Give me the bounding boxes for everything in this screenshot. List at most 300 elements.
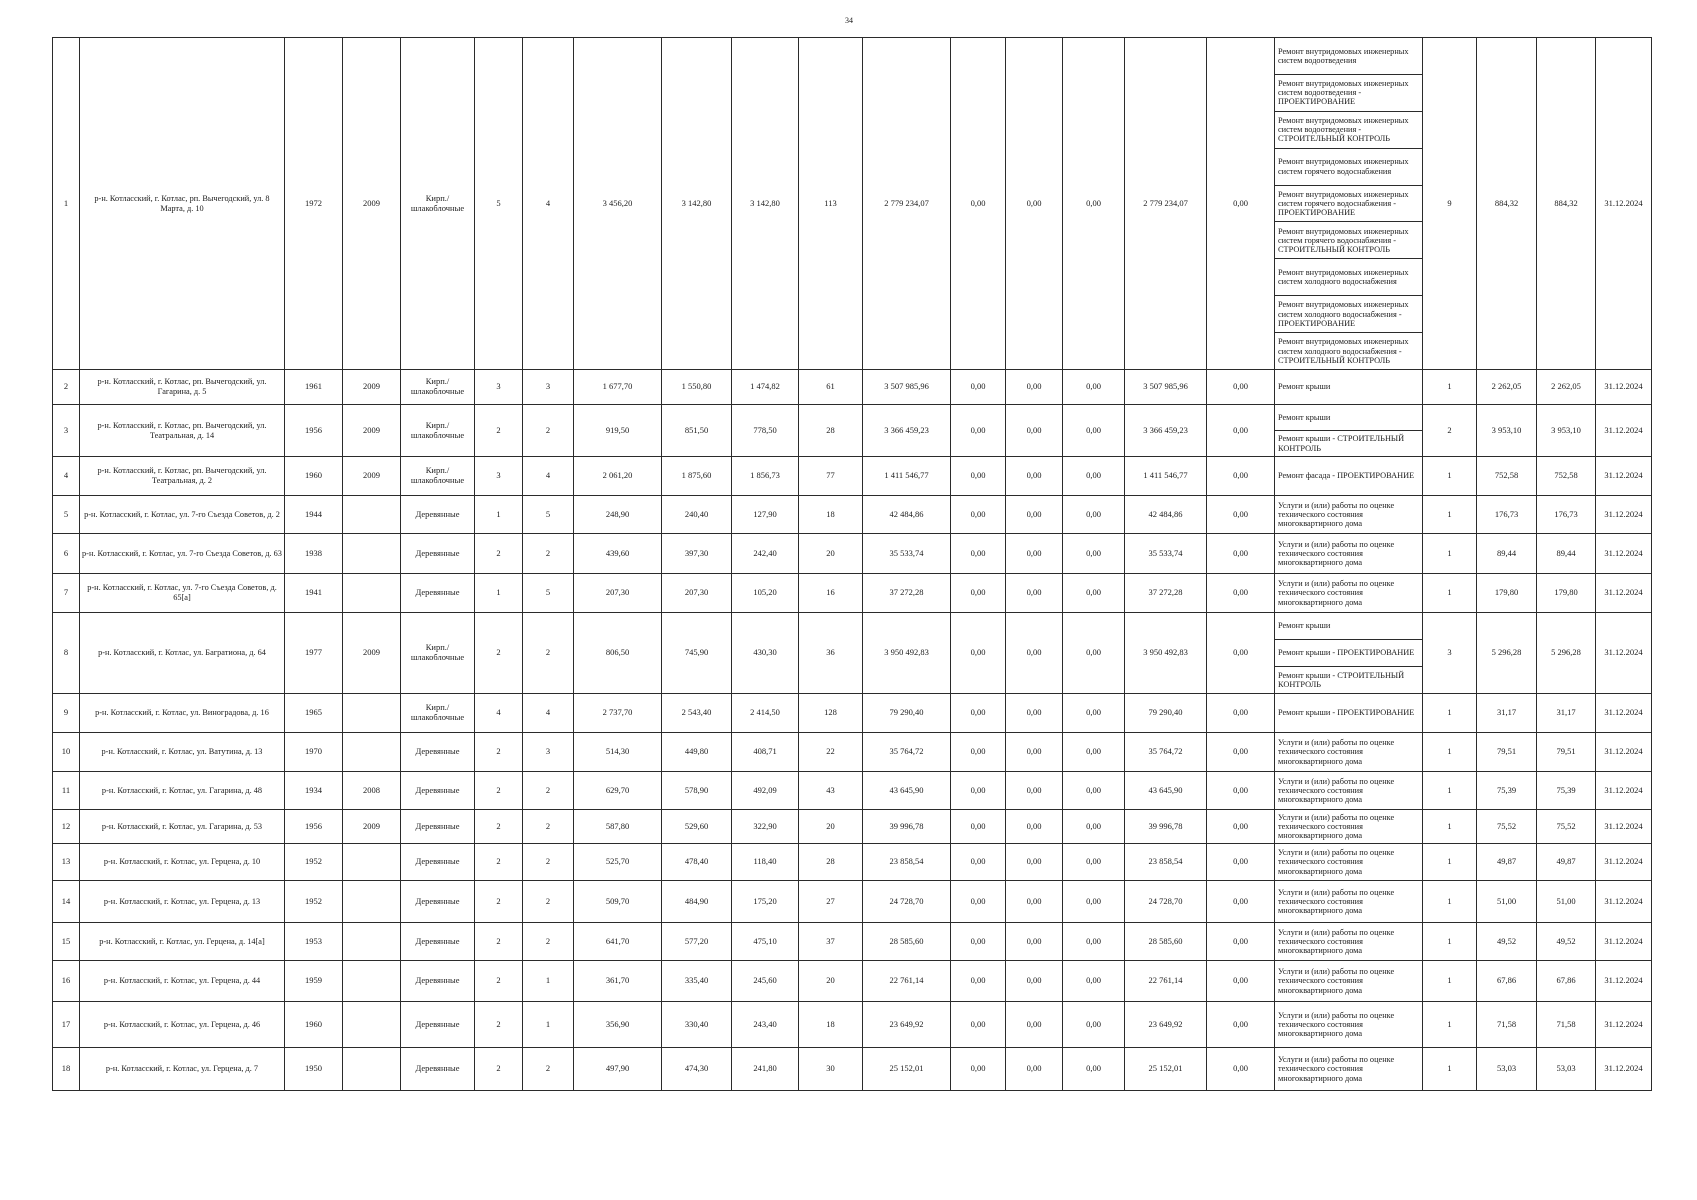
living-area-cell: 397,30 <box>662 534 732 574</box>
unit-cost-cell: 179,80 <box>1477 574 1537 613</box>
year-repair-cell: 2009 <box>343 370 401 405</box>
wall-material-cell: Деревянные <box>401 733 475 772</box>
work-types-cell <box>1275 772 1423 810</box>
work-types-list <box>1275 534 1422 573</box>
owners-funds-cell: 35 764,72 <box>1125 733 1207 772</box>
total-area-cell: 248,90 <box>574 496 662 534</box>
capital-repair-table <box>52 37 1652 1091</box>
deadline-cell: 31.12.2024 <box>1596 923 1652 961</box>
total-area-cell: 497,90 <box>574 1048 662 1091</box>
wall-material-cell: Деревянные <box>401 961 475 1002</box>
total-area-cell: 361,70 <box>574 961 662 1002</box>
work-type-item: Услуги и (или) работы по оценке технического состояния многоквартирного дома <box>1278 967 1395 995</box>
wall-material-cell: Деревянные <box>401 810 475 844</box>
fund-cell: 0,00 <box>951 733 1006 772</box>
year-repair-cell: 2009 <box>343 810 401 844</box>
floors-cell: 3 <box>475 370 523 405</box>
residents-cell: 30 <box>799 1048 863 1091</box>
wall-material-cell: Кирп./шлакоблочные <box>401 405 475 457</box>
floors-cell: 2 <box>475 923 523 961</box>
residential-area-cell: 322,90 <box>732 810 799 844</box>
deadline-cell: 31.12.2024 <box>1596 405 1652 457</box>
work-type-item: Ремонт крыши <box>1275 405 1422 431</box>
residential-area-cell: 175,20 <box>732 881 799 923</box>
floors-cell: 2 <box>475 1048 523 1091</box>
floors-cell: 2 <box>475 772 523 810</box>
address-cell: р-н. Котласский, г. Котлас, ул. Гагарина, д. 53 <box>80 810 285 844</box>
work-type-item: Ремонт внутридомовых инженерных систем водоотведения - ПРОЕКТИРОВАНИЕ <box>1275 75 1422 112</box>
total-cost-cell: 43 645,90 <box>863 772 951 810</box>
wall-material-cell: Деревянные <box>401 1002 475 1048</box>
unit-cost-cell: 53,03 <box>1477 1048 1537 1091</box>
fund-cell: 0,00 <box>951 923 1006 961</box>
other-funds-cell: 0,00 <box>1207 733 1275 772</box>
local-budget-cell: 0,00 <box>1063 405 1125 457</box>
total-area-cell: 439,60 <box>574 534 662 574</box>
residential-area-cell: 3 142,80 <box>732 38 799 370</box>
total-cost-cell: 2 779 234,07 <box>863 38 951 370</box>
year-built-cell: 1952 <box>285 881 343 923</box>
year-built-cell: 1938 <box>285 534 343 574</box>
year-built-cell: 1959 <box>285 961 343 1002</box>
other-funds-cell: 0,00 <box>1207 574 1275 613</box>
local-budget-cell: 0,00 <box>1063 1048 1125 1091</box>
entrances-cell: 2 <box>523 613 574 694</box>
fund-cell: 0,00 <box>951 1048 1006 1091</box>
living-area-cell: 529,60 <box>662 810 732 844</box>
address-cell: р-н. Котласский, г. Котлас, рп. Вычегодский, ул. 8 Марта, д. 10 <box>80 38 285 370</box>
address-cell: р-н. Котласский, г. Котлас, ул. Герцена, д. 13 <box>80 881 285 923</box>
wall-material-cell: Деревянные <box>401 923 475 961</box>
deadline-cell: 31.12.2024 <box>1596 844 1652 881</box>
work-types-cell <box>1275 38 1423 370</box>
work-type-item: Услуги и (или) работы по оценке технического состояния многоквартирного дома <box>1278 1010 1395 1039</box>
max-unit-cost-cell: 2 262,05 <box>1537 370 1596 405</box>
work-type-item: Ремонт внутридомовых инженерных систем горячего водоснабжения - СТРОИТЕЛЬНЫЙ КОНТРОЛЬ <box>1275 222 1422 259</box>
regional-budget-cell: 0,00 <box>1006 574 1063 613</box>
work-types-list <box>1275 772 1422 809</box>
residential-area-cell: 1 474,82 <box>732 370 799 405</box>
work-types-list <box>1275 1048 1422 1090</box>
entrances-cell: 4 <box>523 457 574 496</box>
works-count-cell: 9 <box>1423 38 1477 370</box>
table-row <box>53 810 1652 844</box>
total-area-cell: 525,70 <box>574 844 662 881</box>
max-unit-cost-cell: 31,17 <box>1537 694 1596 733</box>
work-types-list <box>1275 810 1422 843</box>
other-funds-cell: 0,00 <box>1207 772 1275 810</box>
address-cell: р-н. Котласский, г. Котлас, ул. Герцена, д. 10 <box>80 844 285 881</box>
living-area-cell: 330,40 <box>662 1002 732 1048</box>
deadline-cell: 31.12.2024 <box>1596 1002 1652 1048</box>
works-count-cell: 1 <box>1423 496 1477 534</box>
owners-funds-cell: 43 645,90 <box>1125 772 1207 810</box>
row-number-cell: 4 <box>53 457 80 496</box>
other-funds-cell: 0,00 <box>1207 38 1275 370</box>
residents-cell: 20 <box>799 810 863 844</box>
total-cost-cell: 23 649,92 <box>863 1002 951 1048</box>
work-type-item: Услуги и (или) работы по оценке технического состояния многоквартирного дома <box>1278 887 1395 916</box>
work-type-item: Услуги и (или) работы по оценке технического состояния многоквартирного дома <box>1278 738 1395 766</box>
works-count-cell: 1 <box>1423 1002 1477 1048</box>
work-types-list <box>1275 370 1422 404</box>
other-funds-cell: 0,00 <box>1207 405 1275 457</box>
year-built-cell: 1977 <box>285 613 343 694</box>
unit-cost-cell: 752,58 <box>1477 457 1537 496</box>
address-cell: р-н. Котласский, г. Котлас, ул. Гагарина, д. 48 <box>80 772 285 810</box>
regional-budget-cell: 0,00 <box>1006 405 1063 457</box>
entrances-cell: 2 <box>523 923 574 961</box>
local-budget-cell: 0,00 <box>1063 574 1125 613</box>
owners-funds-cell: 42 484,86 <box>1125 496 1207 534</box>
year-built-cell: 1961 <box>285 370 343 405</box>
work-types-list <box>1275 574 1422 612</box>
local-budget-cell: 0,00 <box>1063 810 1125 844</box>
fund-cell: 0,00 <box>951 534 1006 574</box>
living-area-cell: 474,30 <box>662 1048 732 1091</box>
regional-budget-cell: 0,00 <box>1006 772 1063 810</box>
year-built-cell: 1960 <box>285 457 343 496</box>
work-type-item: Ремонт внутридомовых инженерных систем водоотведения - СТРОИТЕЛЬНЫЙ КОНТРОЛЬ <box>1275 112 1422 149</box>
total-cost-cell: 24 728,70 <box>863 881 951 923</box>
work-type-item: Услуги и (или) работы по оценке технического состояния многоквартирного дома <box>1278 812 1395 841</box>
living-area-cell: 2 543,40 <box>662 694 732 733</box>
other-funds-cell: 0,00 <box>1207 923 1275 961</box>
work-types-cell <box>1275 733 1423 772</box>
total-cost-cell: 42 484,86 <box>863 496 951 534</box>
wall-material-cell: Деревянные <box>401 496 475 534</box>
deadline-cell: 31.12.2024 <box>1596 370 1652 405</box>
other-funds-cell: 0,00 <box>1207 534 1275 574</box>
max-unit-cost-cell: 89,44 <box>1537 534 1596 574</box>
works-count-cell: 2 <box>1423 405 1477 457</box>
entrances-cell: 4 <box>523 694 574 733</box>
work-types-list <box>1275 405 1422 456</box>
residents-cell: 37 <box>799 923 863 961</box>
entrances-cell: 3 <box>523 733 574 772</box>
year-built-cell: 1960 <box>285 1002 343 1048</box>
residents-cell: 18 <box>799 496 863 534</box>
table-row <box>53 881 1652 923</box>
total-cost-cell: 3 366 459,23 <box>863 405 951 457</box>
entrances-cell: 1 <box>523 1002 574 1048</box>
work-types-list <box>1275 961 1422 1001</box>
floors-cell: 2 <box>475 844 523 881</box>
unit-cost-cell: 176,73 <box>1477 496 1537 534</box>
address-cell: р-н. Котласский, г. Котлас, рп. Вычегодский, ул. Театральная, д. 14 <box>80 405 285 457</box>
table-row <box>53 38 1652 370</box>
deadline-cell: 31.12.2024 <box>1596 457 1652 496</box>
works-count-cell: 1 <box>1423 844 1477 881</box>
works-count-cell: 1 <box>1423 923 1477 961</box>
residential-area-cell: 475,10 <box>732 923 799 961</box>
wall-material-cell: Деревянные <box>401 534 475 574</box>
year-built-cell: 1953 <box>285 923 343 961</box>
row-number-cell: 7 <box>53 574 80 613</box>
floors-cell: 2 <box>475 405 523 457</box>
works-count-cell: 3 <box>1423 613 1477 694</box>
other-funds-cell: 0,00 <box>1207 961 1275 1002</box>
regional-budget-cell: 0,00 <box>1006 694 1063 733</box>
residents-cell: 16 <box>799 574 863 613</box>
row-number-cell: 18 <box>53 1048 80 1091</box>
wall-material-cell: Деревянные <box>401 772 475 810</box>
floors-cell: 2 <box>475 733 523 772</box>
living-area-cell: 3 142,80 <box>662 38 732 370</box>
regional-budget-cell: 0,00 <box>1006 810 1063 844</box>
work-types-cell <box>1275 405 1423 457</box>
fund-cell: 0,00 <box>951 38 1006 370</box>
address-cell: р-н. Котласский, г. Котлас, ул. Виноградова, д. 16 <box>80 694 285 733</box>
fund-cell: 0,00 <box>951 496 1006 534</box>
total-area-cell: 1 677,70 <box>574 370 662 405</box>
max-unit-cost-cell: 176,73 <box>1537 496 1596 534</box>
table-row <box>53 574 1652 613</box>
total-cost-cell: 37 272,28 <box>863 574 951 613</box>
total-area-cell: 641,70 <box>574 923 662 961</box>
year-repair-cell: 2009 <box>343 405 401 457</box>
deadline-cell: 31.12.2024 <box>1596 961 1652 1002</box>
unit-cost-cell: 49,52 <box>1477 923 1537 961</box>
living-area-cell: 449,80 <box>662 733 732 772</box>
regional-budget-cell: 0,00 <box>1006 961 1063 1002</box>
max-unit-cost-cell: 3 953,10 <box>1537 405 1596 457</box>
residential-area-cell: 430,30 <box>732 613 799 694</box>
table-row <box>53 496 1652 534</box>
work-type-item: Ремонт крыши <box>1275 613 1422 640</box>
wall-material-cell: Деревянные <box>401 881 475 923</box>
row-number-cell: 14 <box>53 881 80 923</box>
unit-cost-cell: 71,58 <box>1477 1002 1537 1048</box>
row-number-cell: 8 <box>53 613 80 694</box>
table-row <box>53 772 1652 810</box>
wall-material-cell: Кирп./шлакоблочные <box>401 694 475 733</box>
work-type-item: Услуги и (или) работы по оценке технического состояния многоквартирного дома <box>1278 539 1395 568</box>
unit-cost-cell: 67,86 <box>1477 961 1537 1002</box>
table-row <box>53 1048 1652 1091</box>
wall-material-cell: Кирп./шлакоблочные <box>401 613 475 694</box>
max-unit-cost-cell: 5 296,28 <box>1537 613 1596 694</box>
local-budget-cell: 0,00 <box>1063 1002 1125 1048</box>
address-cell: р-н. Котласский, г. Котлас, ул. 7-го Съезда Советов, д. 63 <box>80 534 285 574</box>
total-area-cell: 207,30 <box>574 574 662 613</box>
work-types-cell <box>1275 574 1423 613</box>
work-type-item: Ремонт фасада - ПРОЕКТИРОВАНИЕ <box>1278 471 1415 481</box>
work-type-item: Ремонт крыши - ПРОЕКТИРОВАНИЕ <box>1278 708 1415 718</box>
residential-area-cell: 118,40 <box>732 844 799 881</box>
work-types-cell <box>1275 613 1423 694</box>
residents-cell: 28 <box>799 405 863 457</box>
work-types-cell <box>1275 810 1423 844</box>
regional-budget-cell: 0,00 <box>1006 733 1063 772</box>
works-count-cell: 1 <box>1423 881 1477 923</box>
total-area-cell: 629,70 <box>574 772 662 810</box>
wall-material-cell: Деревянные <box>401 844 475 881</box>
total-cost-cell: 3 507 985,96 <box>863 370 951 405</box>
local-budget-cell: 0,00 <box>1063 534 1125 574</box>
residents-cell: 20 <box>799 534 863 574</box>
local-budget-cell: 0,00 <box>1063 961 1125 1002</box>
local-budget-cell: 0,00 <box>1063 733 1125 772</box>
unit-cost-cell: 3 953,10 <box>1477 405 1537 457</box>
residents-cell: 36 <box>799 613 863 694</box>
work-type-item: Ремонт внутридомовых инженерных систем горячего водоснабжения - ПРОЕКТИРОВАНИЕ <box>1275 186 1422 223</box>
max-unit-cost-cell: 884,32 <box>1537 38 1596 370</box>
owners-funds-cell: 39 996,78 <box>1125 810 1207 844</box>
year-repair-cell <box>343 1048 401 1091</box>
work-type-item: Услуги и (или) работы по оценке технического состояния многоквартирного дома <box>1278 579 1395 607</box>
work-type-item: Ремонт внутридомовых инженерных систем холодного водоснабжения - СТРОИТЕЛЬНЫЙ КОНТРОЛЬ <box>1278 337 1409 365</box>
other-funds-cell: 0,00 <box>1207 844 1275 881</box>
regional-budget-cell: 0,00 <box>1006 1002 1063 1048</box>
owners-funds-cell: 37 272,28 <box>1125 574 1207 613</box>
owners-funds-cell: 24 728,70 <box>1125 881 1207 923</box>
fund-cell: 0,00 <box>951 810 1006 844</box>
entrances-cell: 2 <box>523 810 574 844</box>
address-cell: р-н. Котласский, г. Котлас, рп. Вычегодский, ул. Театральная, д. 2 <box>80 457 285 496</box>
wall-material-cell: Деревянные <box>401 1048 475 1091</box>
fund-cell: 0,00 <box>951 961 1006 1002</box>
table-row <box>53 534 1652 574</box>
year-repair-cell <box>343 923 401 961</box>
work-types-cell <box>1275 694 1423 733</box>
year-repair-cell <box>343 1002 401 1048</box>
local-budget-cell: 0,00 <box>1063 457 1125 496</box>
residents-cell: 128 <box>799 694 863 733</box>
work-types-cell <box>1275 923 1423 961</box>
work-types-list <box>1275 694 1422 732</box>
wall-material-cell: Кирп./шлакоблочные <box>401 457 475 496</box>
floors-cell: 1 <box>475 574 523 613</box>
work-types-cell <box>1275 961 1423 1002</box>
work-types-list <box>1275 1002 1422 1047</box>
row-number-cell: 15 <box>53 923 80 961</box>
year-built-cell: 1970 <box>285 733 343 772</box>
regional-budget-cell: 0,00 <box>1006 881 1063 923</box>
floors-cell: 2 <box>475 534 523 574</box>
fund-cell: 0,00 <box>951 405 1006 457</box>
year-built-cell: 1941 <box>285 574 343 613</box>
works-count-cell: 1 <box>1423 534 1477 574</box>
work-types-cell <box>1275 534 1423 574</box>
unit-cost-cell: 884,32 <box>1477 38 1537 370</box>
fund-cell: 0,00 <box>951 613 1006 694</box>
works-count-cell: 1 <box>1423 574 1477 613</box>
unit-cost-cell: 75,39 <box>1477 772 1537 810</box>
works-count-cell: 1 <box>1423 694 1477 733</box>
total-cost-cell: 35 533,74 <box>863 534 951 574</box>
work-types-cell <box>1275 496 1423 534</box>
regional-budget-cell: 0,00 <box>1006 370 1063 405</box>
residential-area-cell: 408,71 <box>732 733 799 772</box>
work-type-item: Ремонт внутридомовых инженерных систем холодного водоснабжения - ПРОЕКТИРОВАНИЕ <box>1275 296 1422 333</box>
row-number-cell: 16 <box>53 961 80 1002</box>
deadline-cell: 31.12.2024 <box>1596 613 1652 694</box>
entrances-cell: 2 <box>523 881 574 923</box>
other-funds-cell: 0,00 <box>1207 1002 1275 1048</box>
owners-funds-cell: 3 366 459,23 <box>1125 405 1207 457</box>
local-budget-cell: 0,00 <box>1063 370 1125 405</box>
row-number-cell: 12 <box>53 810 80 844</box>
residents-cell: 20 <box>799 961 863 1002</box>
total-area-cell: 806,50 <box>574 613 662 694</box>
owners-funds-cell: 23 858,54 <box>1125 844 1207 881</box>
living-area-cell: 577,20 <box>662 923 732 961</box>
entrances-cell: 5 <box>523 574 574 613</box>
table-row <box>53 733 1652 772</box>
total-cost-cell: 79 290,40 <box>863 694 951 733</box>
living-area-cell: 335,40 <box>662 961 732 1002</box>
fund-cell: 0,00 <box>951 881 1006 923</box>
living-area-cell: 578,90 <box>662 772 732 810</box>
other-funds-cell: 0,00 <box>1207 370 1275 405</box>
local-budget-cell: 0,00 <box>1063 923 1125 961</box>
entrances-cell: 5 <box>523 496 574 534</box>
work-types-cell <box>1275 370 1423 405</box>
year-repair-cell <box>343 881 401 923</box>
total-cost-cell: 39 996,78 <box>863 810 951 844</box>
local-budget-cell: 0,00 <box>1063 496 1125 534</box>
regional-budget-cell: 0,00 <box>1006 1048 1063 1091</box>
work-type-item: Услуги и (или) работы по оценке технического состояния многоквартирного дома <box>1278 1055 1395 1083</box>
work-types-cell <box>1275 1048 1423 1091</box>
work-type-item: Ремонт крыши - СТРОИТЕЛЬНЫЙ КОНТРОЛЬ <box>1278 434 1405 453</box>
entrances-cell: 2 <box>523 534 574 574</box>
max-unit-cost-cell: 67,86 <box>1537 961 1596 1002</box>
owners-funds-cell: 79 290,40 <box>1125 694 1207 733</box>
deadline-cell: 31.12.2024 <box>1596 881 1652 923</box>
living-area-cell: 484,90 <box>662 881 732 923</box>
table-row <box>53 405 1652 457</box>
regional-budget-cell: 0,00 <box>1006 844 1063 881</box>
row-number-cell: 3 <box>53 405 80 457</box>
fund-cell: 0,00 <box>951 844 1006 881</box>
address-cell: р-н. Котласский, г. Котлас, ул. Герцена, д. 7 <box>80 1048 285 1091</box>
fund-cell: 0,00 <box>951 457 1006 496</box>
unit-cost-cell: 5 296,28 <box>1477 613 1537 694</box>
living-area-cell: 851,50 <box>662 405 732 457</box>
entrances-cell: 2 <box>523 405 574 457</box>
residents-cell: 27 <box>799 881 863 923</box>
max-unit-cost-cell: 79,51 <box>1537 733 1596 772</box>
other-funds-cell: 0,00 <box>1207 1048 1275 1091</box>
floors-cell: 2 <box>475 1002 523 1048</box>
unit-cost-cell: 2 262,05 <box>1477 370 1537 405</box>
work-types-cell <box>1275 844 1423 881</box>
other-funds-cell: 0,00 <box>1207 457 1275 496</box>
work-types-list <box>1275 457 1422 495</box>
year-built-cell: 1956 <box>285 405 343 457</box>
total-cost-cell: 22 761,14 <box>863 961 951 1002</box>
work-type-item: Ремонт внутридомовых инженерных систем холодного водоснабжения <box>1275 259 1422 296</box>
unit-cost-cell: 51,00 <box>1477 881 1537 923</box>
deadline-cell: 31.12.2024 <box>1596 694 1652 733</box>
owners-funds-cell: 25 152,01 <box>1125 1048 1207 1091</box>
total-cost-cell: 35 764,72 <box>863 733 951 772</box>
max-unit-cost-cell: 75,52 <box>1537 810 1596 844</box>
residential-area-cell: 242,40 <box>732 534 799 574</box>
residential-area-cell: 778,50 <box>732 405 799 457</box>
page-number: 34 <box>845 16 853 25</box>
residents-cell: 28 <box>799 844 863 881</box>
year-built-cell: 1965 <box>285 694 343 733</box>
address-cell: р-н. Котласский, г. Котлас, ул. Герцена, д. 44 <box>80 961 285 1002</box>
wall-material-cell: Деревянные <box>401 574 475 613</box>
local-budget-cell: 0,00 <box>1063 844 1125 881</box>
owners-funds-cell: 35 533,74 <box>1125 534 1207 574</box>
max-unit-cost-cell: 49,52 <box>1537 923 1596 961</box>
other-funds-cell: 0,00 <box>1207 613 1275 694</box>
